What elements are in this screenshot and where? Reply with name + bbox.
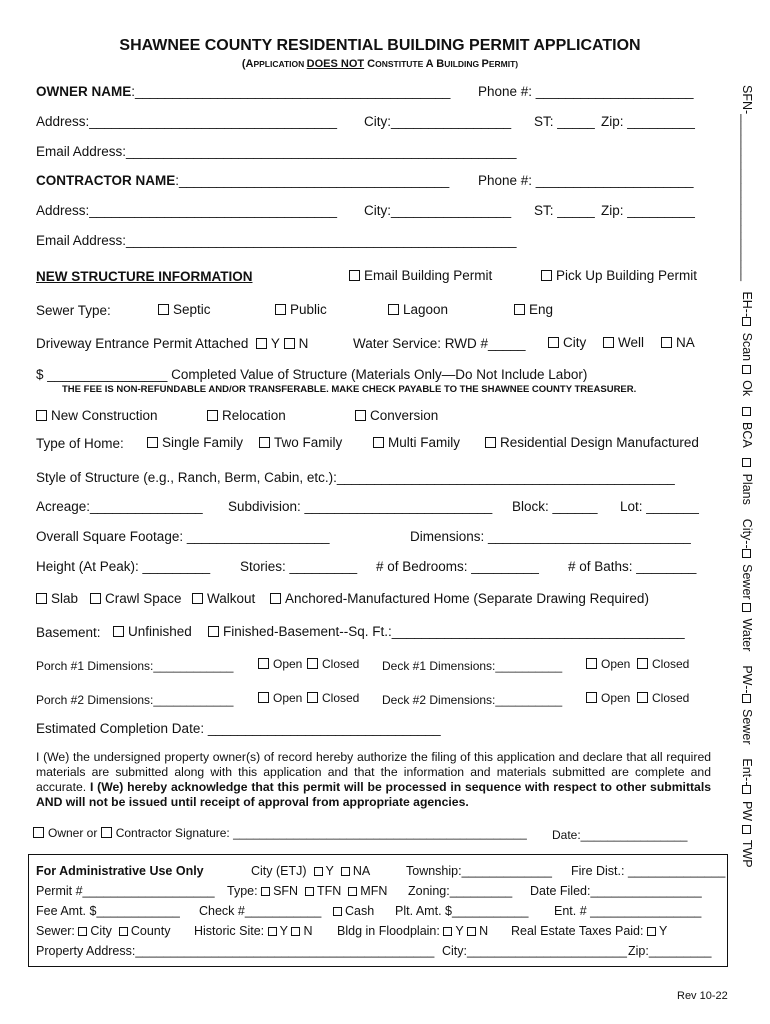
- sewer-septic-checkbox[interactable]: Septic: [158, 302, 211, 317]
- checkbox-icon[interactable]: [485, 437, 496, 448]
- porch2-open-checkbox[interactable]: Open: [258, 691, 302, 705]
- checkbox-icon[interactable]: [78, 927, 87, 936]
- checkbox-icon[interactable]: [467, 927, 476, 936]
- sewer-eng-checkbox[interactable]: Eng: [514, 302, 553, 317]
- owner-phone-field[interactable]: Phone #: _____________________: [478, 84, 694, 99]
- checkbox-icon[interactable]: [259, 437, 270, 448]
- zoning-field[interactable]: Zoning:_________: [408, 884, 513, 898]
- owner-city-field[interactable]: City:________________: [364, 114, 512, 129]
- checkbox-icon[interactable]: [208, 626, 219, 637]
- checkbox-icon[interactable]: [258, 658, 269, 669]
- contractor-zip-field[interactable]: Zip: _________: [601, 203, 695, 218]
- lot-field[interactable]: Lot: _______: [620, 499, 699, 514]
- cash-checkbox[interactable]: Cash: [333, 904, 374, 918]
- contractor-phone-field[interactable]: Phone #: _____________________: [478, 173, 694, 188]
- fire-district-field[interactable]: Fire Dist.: ______________: [571, 864, 726, 878]
- admin-heading: For Administrative Use Only: [36, 864, 204, 878]
- floodplain-field[interactable]: Bldg in Floodplain: Y N: [337, 924, 489, 938]
- page-subtitle: (APPLICATION DOES NOT CONSTITUTE A BUILDING PERMIT): [241, 58, 519, 70]
- checkbox-icon[interactable]: [742, 825, 751, 834]
- checkbox-icon[interactable]: [341, 867, 350, 876]
- checkbox-icon[interactable]: [256, 338, 267, 349]
- owner-zip-field[interactable]: Zip: _________: [601, 114, 695, 129]
- water-city-checkbox[interactable]: City: [548, 335, 586, 350]
- checkbox-icon[interactable]: [270, 593, 281, 604]
- entrance-number-field[interactable]: Ent. # ________________: [554, 904, 702, 918]
- section-heading: NEW STRUCTURE INFORMATION: [36, 269, 253, 284]
- township-field[interactable]: Township:_____________: [406, 864, 552, 878]
- taxes-paid-field[interactable]: Real Estate Taxes Paid: Y: [511, 924, 668, 938]
- checkbox-icon[interactable]: [305, 887, 314, 896]
- driveway-permit-field: Driveway Entrance Permit Attached Y N: [36, 336, 309, 351]
- checkbox-icon[interactable]: [113, 626, 124, 637]
- contractor-name-field[interactable]: CONTRACTOR NAME:____________________________________: [36, 173, 450, 188]
- checkbox-icon[interactable]: [158, 304, 169, 315]
- multi-family-checkbox[interactable]: Multi Family: [373, 435, 460, 450]
- deck1-open-checkbox[interactable]: Open: [586, 657, 630, 671]
- property-address-field[interactable]: Property Address:___________________________________________: [36, 944, 435, 958]
- checkbox-icon[interactable]: [514, 304, 525, 315]
- revision-label: Rev 10-22: [677, 990, 728, 1002]
- checkbox-icon[interactable]: [349, 270, 360, 281]
- city-etj-field[interactable]: City (ETJ) Y NA: [251, 864, 371, 878]
- checkbox-icon[interactable]: [637, 692, 648, 703]
- conversion-checkbox[interactable]: Conversion: [355, 408, 438, 423]
- checkbox-icon[interactable]: [101, 827, 112, 838]
- block-field[interactable]: Block: ______: [512, 499, 598, 514]
- basement-unfinished-checkbox[interactable]: Unfinished: [113, 624, 192, 639]
- checkbox-icon[interactable]: [36, 410, 47, 421]
- office-checklist-text: SFN-________________________ EH-- Scan Ok BCA Plans City-- Sewer Water PW-- Sewer Ent-- PW TWP: [740, 85, 754, 868]
- two-family-checkbox[interactable]: Two Family: [259, 435, 342, 450]
- bedrooms-field[interactable]: # of Bedrooms: _________: [376, 559, 539, 574]
- checkbox-icon[interactable]: [373, 437, 384, 448]
- completion-date-field[interactable]: Estimated Completion Date: _______________________________: [36, 721, 441, 736]
- checkbox-icon[interactable]: [742, 458, 751, 467]
- checkbox-icon[interactable]: [314, 867, 323, 876]
- basement-label: Basement:: [36, 625, 101, 640]
- checkbox-icon[interactable]: [647, 927, 656, 936]
- sewer-public-checkbox[interactable]: Public: [275, 302, 327, 317]
- acreage-field[interactable]: Acreage:_______________: [36, 499, 203, 514]
- checkbox-icon[interactable]: [637, 658, 648, 669]
- checkbox-icon[interactable]: [284, 338, 295, 349]
- checkbox-icon[interactable]: [742, 603, 751, 612]
- office-checklist-sidebar: [738, 85, 756, 868]
- checkbox-icon[interactable]: [586, 692, 597, 703]
- plat-amount-field[interactable]: Plt. Amt. $___________: [395, 904, 529, 918]
- baths-field[interactable]: # of Baths: ________: [568, 559, 697, 574]
- porch1-closed-checkbox[interactable]: Closed: [307, 657, 359, 671]
- height-field[interactable]: Height (At Peak): _________: [36, 559, 211, 574]
- checkbox-icon[interactable]: [548, 337, 559, 348]
- historic-site-field[interactable]: Historic Site: Y N: [194, 924, 313, 938]
- checkbox-icon[interactable]: [742, 317, 751, 326]
- checkbox-icon[interactable]: [742, 407, 751, 416]
- contractor-email-field[interactable]: Email Address:____________________________________________________: [36, 233, 517, 248]
- relocation-checkbox[interactable]: Relocation: [207, 408, 286, 423]
- permit-number-field[interactable]: Permit #___________________: [36, 884, 215, 898]
- admin-use-box: [28, 854, 728, 967]
- checkbox-icon[interactable]: [742, 785, 751, 794]
- square-footage-field[interactable]: Overall Square Footage: ___________________: [36, 529, 330, 544]
- single-family-checkbox[interactable]: Single Family: [147, 435, 243, 450]
- email-permit-checkbox[interactable]: Email Building Permit: [349, 268, 492, 283]
- checkbox-icon[interactable]: [261, 887, 270, 896]
- check-number-field[interactable]: Check #___________: [199, 904, 322, 918]
- property-zip-field[interactable]: Zip:_________: [628, 944, 712, 958]
- date-filed-field[interactable]: Date Filed:________________: [530, 884, 702, 898]
- checkbox-icon[interactable]: [119, 927, 128, 936]
- deck1-dimensions-field[interactable]: Deck #1 Dimensions:__________: [382, 659, 563, 673]
- checkbox-icon[interactable]: [443, 927, 452, 936]
- certification-statement: I (We) the undersigned property owner(s) of record hereby authorize the filing of this application and declare that all required materials are submitted along with this application and that the information and materials submitted are complete and accurate. I (We) hereby acknowledge that this permit will be processed in sequence with respect to other submittals AND will not be issued until receipt of approval from appropriate agencies.: [36, 750, 711, 809]
- checkbox-icon[interactable]: [147, 437, 158, 448]
- porch1-open-checkbox[interactable]: Open: [258, 657, 302, 671]
- checkbox-icon[interactable]: [541, 270, 552, 281]
- water-well-checkbox[interactable]: Well: [603, 335, 644, 350]
- basement-finished-checkbox[interactable]: Finished-Basement--Sq. Ft.:_______________________________________: [208, 624, 685, 639]
- new-construction-checkbox[interactable]: New Construction: [36, 408, 158, 423]
- porch1-dimensions-field[interactable]: Porch #1 Dimensions:____________: [36, 659, 234, 673]
- checkbox-icon[interactable]: [207, 410, 218, 421]
- checkbox-icon[interactable]: [291, 927, 300, 936]
- owner-name-field[interactable]: OWNER NAME:__________________________________________: [36, 84, 451, 99]
- sewer-lagoon-checkbox[interactable]: Lagoon: [388, 302, 448, 317]
- contractor-address-field[interactable]: Address:_________________________________: [36, 203, 338, 218]
- owner-email-field[interactable]: Email Address:____________________________________________________: [36, 144, 517, 159]
- dimensions-field[interactable]: Dimensions: ___________________________: [410, 529, 691, 544]
- property-city-field[interactable]: City:_______________________: [442, 944, 627, 958]
- signature-date-field[interactable]: Date:________________: [552, 828, 688, 842]
- deck2-closed-checkbox[interactable]: Closed: [637, 691, 689, 705]
- checkbox-icon[interactable]: [348, 887, 357, 896]
- crawl-space-checkbox[interactable]: Crawl Space: [90, 591, 182, 606]
- stories-field[interactable]: Stories: _________: [240, 559, 358, 574]
- fee-amount-field[interactable]: Fee Amt. $____________: [36, 904, 180, 918]
- contractor-state-field[interactable]: ST: _____: [534, 203, 595, 218]
- porch2-dimensions-field[interactable]: Porch #2 Dimensions:____________: [36, 693, 234, 707]
- checkbox-icon[interactable]: [586, 658, 597, 669]
- permit-type-field[interactable]: Type: SFN TFN MFN: [227, 884, 388, 898]
- page-title: SHAWNEE COUNTY RESIDENTIAL BUILDING PERMIT APPLICATION: [119, 37, 641, 54]
- walkout-checkbox[interactable]: Walkout: [192, 591, 255, 606]
- porch2-closed-checkbox[interactable]: Closed: [307, 691, 359, 705]
- deck2-open-checkbox[interactable]: Open: [586, 691, 630, 705]
- pickup-permit-checkbox[interactable]: Pick Up Building Permit: [541, 268, 697, 283]
- owner-address-field[interactable]: Address:_________________________________: [36, 114, 338, 129]
- checkbox-icon[interactable]: [36, 593, 47, 604]
- deck2-dimensions-field[interactable]: Deck #2 Dimensions:__________: [382, 693, 563, 707]
- checkbox-icon[interactable]: [192, 593, 203, 604]
- owner-state-field[interactable]: ST: _____: [534, 114, 595, 129]
- structure-value-field[interactable]: $ ________________ Completed Value of Structure (Materials Only—Do Not Include Labor): [36, 367, 588, 382]
- type-of-home-label: Type of Home:: [36, 436, 124, 451]
- fee-note: THE FEE IS NON-REFUNDABLE AND/OR TRANSFERABLE. MAKE CHECK PAYABLE TO THE SHAWNEE COUNTY TREASURER.: [62, 384, 637, 395]
- checkbox-icon[interactable]: [268, 927, 277, 936]
- checkbox-icon[interactable]: [742, 694, 751, 703]
- checkbox-icon[interactable]: [742, 549, 751, 558]
- water-na-checkbox[interactable]: NA: [661, 335, 695, 350]
- contractor-city-field[interactable]: City:________________: [364, 203, 512, 218]
- slab-checkbox[interactable]: Slab: [36, 591, 78, 606]
- residential-design-checkbox[interactable]: Residential Design Manufactured: [485, 435, 699, 450]
- checkbox-icon[interactable]: [388, 304, 399, 315]
- subdivision-field[interactable]: Subdivision: _________________________: [228, 499, 493, 514]
- checkbox-icon[interactable]: [333, 907, 342, 916]
- water-service-field[interactable]: Water Service: RWD #_____: [353, 336, 526, 351]
- checkbox-icon[interactable]: [307, 692, 318, 703]
- checkbox-icon[interactable]: [742, 365, 751, 374]
- checkbox-icon[interactable]: [90, 593, 101, 604]
- sewer-type-label: Sewer Type:: [36, 303, 111, 318]
- deck1-closed-checkbox[interactable]: Closed: [637, 657, 689, 671]
- anchored-manufactured-checkbox[interactable]: Anchored-Manufactured Home (Separate Drawing Required): [270, 591, 649, 606]
- style-of-structure-field[interactable]: Style of Structure (e.g., Ranch, Berm, Cabin, etc.):_____________________________________________: [36, 470, 675, 485]
- admin-sewer-field[interactable]: Sewer: City County: [36, 924, 171, 938]
- checkbox-icon[interactable]: [258, 692, 269, 703]
- checkbox-icon[interactable]: [661, 337, 672, 348]
- checkbox-icon[interactable]: [307, 658, 318, 669]
- checkbox-icon[interactable]: [33, 827, 44, 838]
- checkbox-icon[interactable]: [355, 410, 366, 421]
- checkbox-icon[interactable]: [603, 337, 614, 348]
- checkbox-icon[interactable]: [275, 304, 286, 315]
- signature-line[interactable]: Owner or Contractor Signature: ____________________________________________: [33, 826, 527, 840]
